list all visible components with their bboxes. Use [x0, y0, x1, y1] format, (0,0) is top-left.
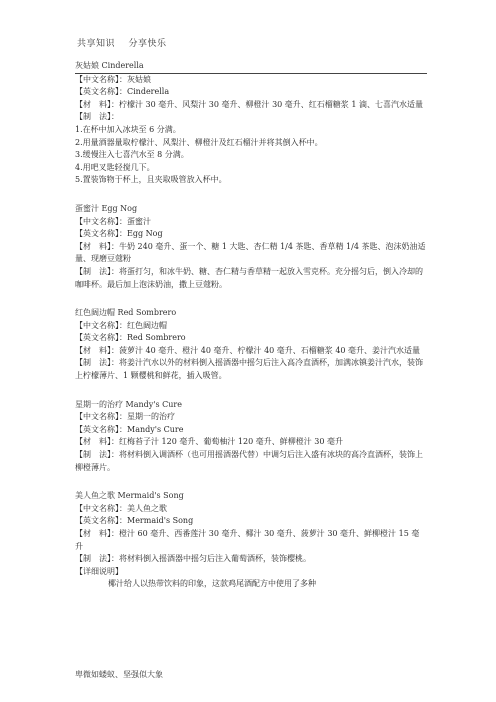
page-header: 共享知识 分享快乐: [77, 39, 167, 49]
recipe-section-mandys-cure: [75, 399, 427, 475]
text-line: 【英文名称】：Egg Nog: [75, 229, 163, 239]
text-line: 【制 法】：将蛋打匀，和冰牛奶、糖、杏仁精与香草精一起放入雪克杯。充分摇匀后，倒入冷却的咖啡杯。最后加上泡沫奶油，撒上豆蔻粉。: [75, 266, 423, 289]
page-footer: 卑微如蝼蚁、坚强似大象: [75, 670, 163, 679]
text-line: 【材 料】：牛奶 240 毫升、蛋一个、糖 1 大匙、杏仁精 1/4 茶匙、香草精 1/4 茶匙、泡沫奶油适量、现磨豆蔻粉: [75, 241, 426, 264]
text-line: 【材 料】：柠檬汁 30 毫升、风梨汁 30 毫升、柳橙汁 30 毫升、红石榴糖浆 1 滴、七喜汽水适量: [75, 99, 423, 109]
text-line: 【中文名称】：蛋蜜汁: [75, 216, 151, 226]
section-title: 红色阔边帽 Red Sombrero: [75, 308, 177, 318]
recipe-content: [75, 60, 427, 591]
text-line: 【中文名称】：灰姑娘: [75, 74, 151, 84]
recipe-section-mermaids-song: [75, 490, 427, 591]
text-line: 【材 料】：红梅苔子汁 120 毫升、葡萄柚汁 120 毫升、鲜柳橙汁 30 毫升: [75, 437, 343, 447]
text-line: 【中文名称】：美人鱼之歌: [75, 503, 167, 513]
text-line: 【制 法】：将材料倒入调酒杯（也可用摇酒器代替）中调匀后注入盛有冰块的高冷直酒杯，装饰上柳橙薄片。: [75, 450, 423, 472]
text-line: 椰汁给人以热带饮料的印象，这款鸡尾酒配方中使用了多种: [108, 579, 316, 589]
section-gap: [75, 187, 427, 203]
section-gap: [75, 383, 427, 399]
section-gap: [75, 291, 427, 307]
text-line: 【英文名称】：Mermaid's Song: [75, 516, 194, 526]
section-title: 星期一的治疗 Mandy's Cure: [75, 399, 182, 409]
text-line: 5.置装饰物于杯上，且夹取吸管放入杯中。: [75, 175, 227, 185]
section-gap: [75, 474, 427, 490]
text-line: 【制 法】：将姜汁汽水以外的材料倒入摇酒器中摇匀后注入高冷直酒杯，加满冰镇姜汁汽水，装饰上柠檬薄片、1 颗樱桃和鲜花，插入吸管。: [75, 358, 423, 381]
text-line: 【材 料】：菠萝汁 40 毫升、橙汁 40 毫升、柠檬汁 40 毫升、石榴糖浆 40 毫升、姜汁汽水适量: [75, 345, 421, 355]
recipe-section-red-sombrero: [75, 307, 427, 383]
text-line: 【中文名称】：红色阔边帽: [75, 320, 167, 330]
recipe-section-egg-nog: [75, 203, 427, 291]
text-line: 【材 料】：橙汁 60 毫升、西番莲汁 30 毫升、椰汁 30 毫升、菠萝汁 30 毫升、鲜柳橙汁 15 毫升: [75, 529, 420, 551]
text-line: 3.缓慢注入七喜汽水至 8 分满。: [75, 150, 189, 160]
text-line: 【英文名称】：Cinderella: [75, 87, 170, 97]
text-line: 【英文名称】：Red Sombrero: [75, 333, 186, 343]
section-title: 灰姑娘 Cinderella: [75, 60, 427, 74]
text-line: 【制 法】：: [75, 112, 119, 122]
text-line: 2.用量酒器量取柠檬汁、风梨汁、柳橙汁及红石榴汁并将其倒入杯中。: [75, 137, 323, 147]
section-title: 蛋蜜汁 Egg Nog: [75, 203, 138, 213]
section-title: 美人鱼之歌 Mermaid's Song: [75, 491, 184, 501]
text-line: 【详细说明】: [75, 566, 123, 576]
text-line: 【英文名称】：Mandy's Cure: [75, 424, 184, 434]
text-line: 4.用吧叉匙轻搅几下。: [75, 162, 155, 172]
text-line: 【制 法】：将材料倒入摇酒器中摇匀后注入葡萄酒杯，装饰樱桃。: [75, 554, 311, 564]
recipe-section-cinderella: [75, 60, 427, 187]
text-line: 1.在杯中加入冰块至 6 分满。: [75, 124, 181, 134]
text-line: 【中文名称】：星期一的治疗: [75, 412, 175, 422]
